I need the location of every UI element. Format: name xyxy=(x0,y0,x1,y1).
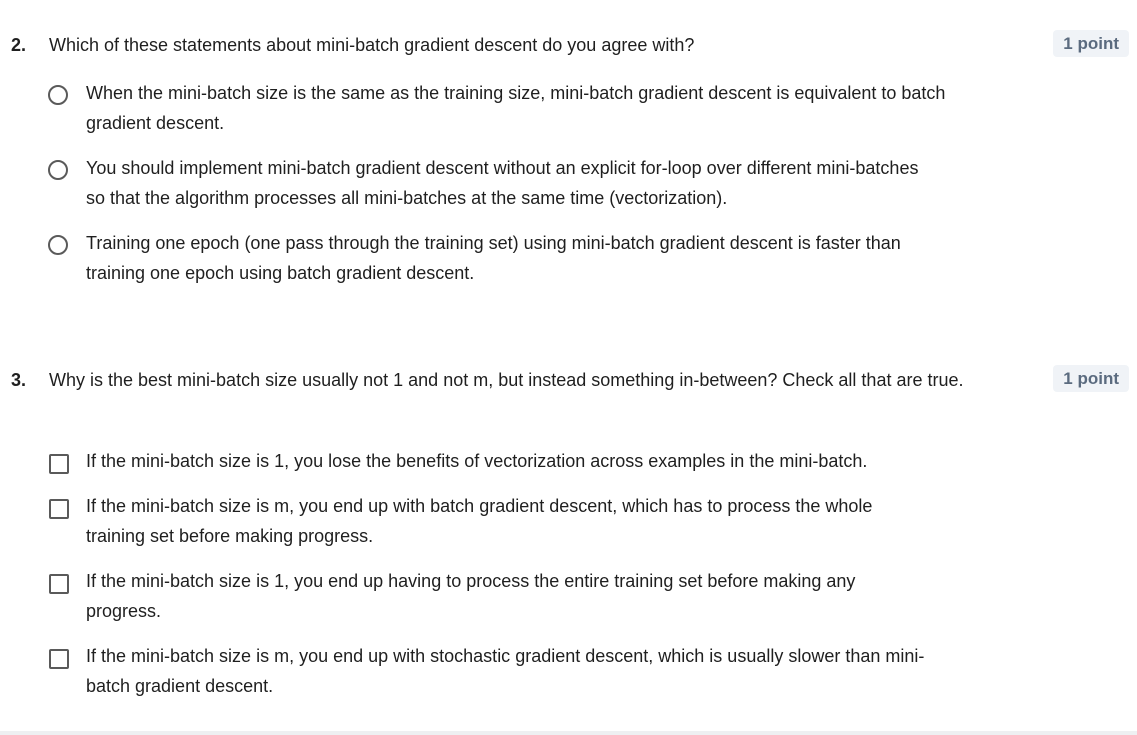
question-number: 2. xyxy=(11,35,27,55)
checkbox[interactable] xyxy=(49,574,69,594)
points-badge: 1 point xyxy=(1053,365,1129,392)
option-label: If the mini-batch size is 1, you lose the benefits of vectorization across examples in the mini-batch. xyxy=(86,451,868,471)
option-label: When the mini-batch size is the same as the training size, mini-batch gradient descent is equivalent to batch gradient descent. xyxy=(86,83,946,133)
radio-button[interactable] xyxy=(48,160,68,180)
points-badge: 1 point xyxy=(1053,30,1129,57)
checkbox[interactable] xyxy=(49,649,69,669)
question-text: Why is the best mini-batch size usually not 1 and not m, but instead something in-between? Check all that are true. xyxy=(49,370,964,390)
checkbox[interactable] xyxy=(49,454,69,474)
option-label: If the mini-batch size is m, you end up with stochastic gradient descent, which is usually slower than mini-batch gradient descent. xyxy=(86,646,925,696)
radio-button[interactable] xyxy=(48,235,68,255)
option-label: Training one epoch (one pass through the training set) using mini-batch gradient descent is faster than training one epoch using batch gradient descent. xyxy=(86,233,901,283)
question-text: Which of these statements about mini-batch gradient descent do you agree with? xyxy=(49,35,695,55)
option-label: You should implement mini-batch gradient descent without an explicit for-loop over different mini-batches so that the algorithm processes all mini-batches at the same time (vectorization). xyxy=(86,158,919,208)
bottom-divider xyxy=(0,731,1137,735)
question-number: 3. xyxy=(11,370,27,390)
option-label: If the mini-batch size is m, you end up with batch gradient descent, which has to process the whole training set before making progress. xyxy=(86,496,873,546)
option-label: If the mini-batch size is 1, you end up having to process the entire training set before making any progress. xyxy=(86,571,856,621)
radio-button[interactable] xyxy=(48,85,68,105)
checkbox[interactable] xyxy=(49,499,69,519)
